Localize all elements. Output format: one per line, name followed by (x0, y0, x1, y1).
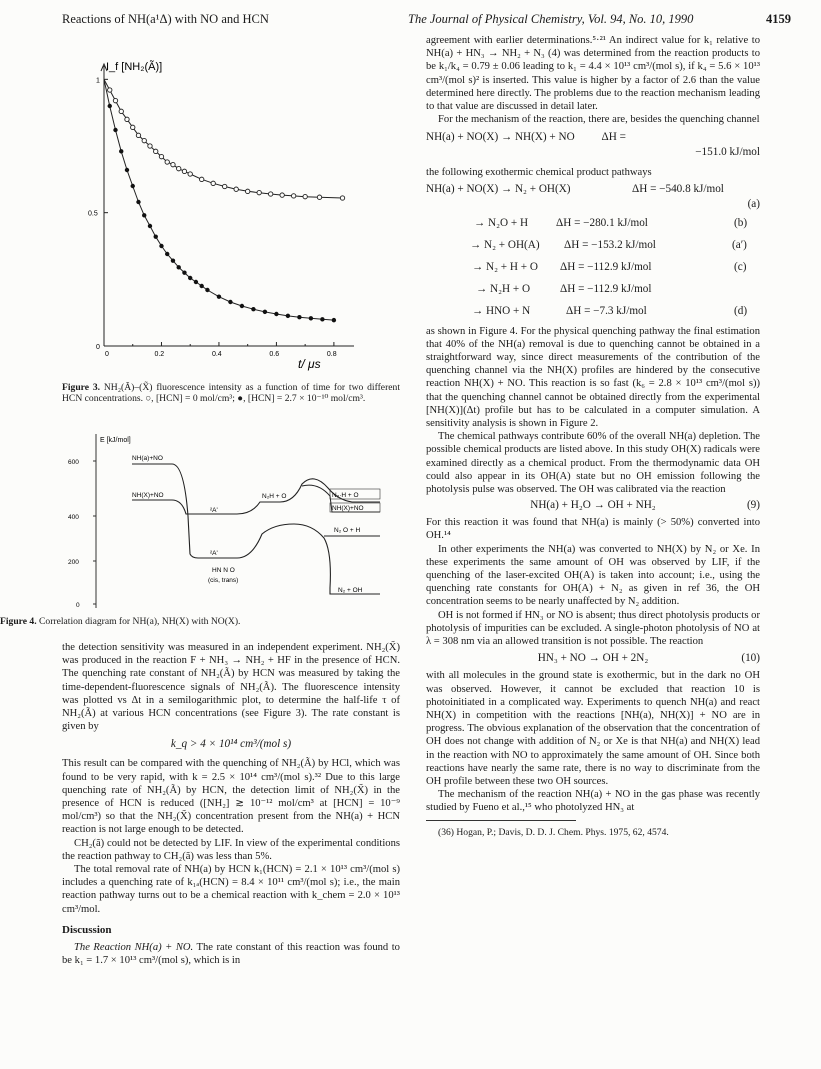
figure-3-caption-text: NH₂(Ã)–(X̃) fluorescence intensity as a function of time for two different HCN concentrations. ○, [HCN] = 0 mol/cm³; ●, [HCN] = 2.7 × 10⁻¹⁰ mol/cm³. (62, 382, 400, 405)
data-point-filled (171, 258, 175, 262)
figure-4-caption-label: Figure 4. (0, 616, 37, 627)
data-point-filled (228, 300, 232, 304)
data-point-open (125, 117, 129, 121)
data-point-open (148, 144, 152, 148)
data-point-filled (119, 149, 123, 153)
paragraph: the detection sensitivity was measured in an independent experiment. NH₂(X̃) was produced in the reaction F + NH₃ → NH₂ + HF in the presence of HCN. The quenching rate constant of NH₂(Ã) by HCN was measured by taking the time-dependent-fluorescence signals of NH₂(Ã). The fluorescence intensity was plotted vs Δt in a semilogarithmic plot, to determine the half-life τ of NH₂(Ã) at various HCN concentrations (see Figure 3). The rate constant is given by (62, 642, 400, 733)
level-hnno-isomers: (cis, trans) (208, 577, 239, 584)
data-point-open (234, 187, 238, 191)
paragraph: the following exothermic chemical product pathways (426, 167, 652, 179)
equation-10 (426, 651, 760, 666)
figure-4-tick-0: 0 (76, 602, 80, 609)
data-point-open (177, 166, 181, 170)
pathway-dh: ΔH = −7.3 kJ/mol (566, 304, 647, 317)
figure-4-tick-200: 200 (68, 559, 79, 566)
pathway-products: → N₂ + H + O (472, 260, 538, 273)
paragraph: For this reaction it was found that NH(a) is mainly (> 50%) converted into OH.¹⁴ (426, 517, 760, 542)
pathway-products: → HNO + N (472, 304, 531, 317)
x-tick-label: 0.8 (326, 351, 337, 358)
paragraph: This result can be compared with the quenching of NH₂(Ã) by HCl, which was found to be very rapid, with k = 2.5 × 10¹⁴ cm³/(mol s).³² Due to this large quenching rate of NH₂(Ã) by HCN, the detection limit of NH₂(X̃) in the presence of HCN is reduced ([NH₂] ≳ 10⁻¹² mol/cm³ at [HCN] = 10⁻⁹ mol/cm³) so that the NH₂(X̃) concentration present from the NH(a) + HCN reaction is not large enough to be detected. (62, 758, 400, 836)
equation-a-text: NH(a) + NO(X) → N₂ + OH(X) (426, 182, 571, 195)
data-point-open (188, 172, 192, 176)
figure-4-caption-text: Correlation diagram for NH(a), NH(X) with NO(X). (39, 616, 241, 627)
data-point-filled (263, 310, 267, 314)
data-point-filled (188, 276, 192, 280)
data-point-filled (177, 265, 181, 269)
data-point-filled (240, 304, 244, 308)
data-point-open (317, 195, 321, 199)
data-point-filled (136, 200, 140, 204)
left-column-body (62, 641, 400, 967)
data-point-filled (205, 288, 209, 292)
level-hnno: HN N O (212, 567, 235, 574)
x-tick-label: 0 (105, 351, 109, 358)
paragraph: OH is not formed if HN₃ or NO is absent; thus direct photolysis products or photolysis of impurities can be excluded. A single-photon photolysis of NO at λ = 308 nm via an allowed transition is not possible. The reaction (426, 609, 760, 648)
level-n2h-o: N₂H + O (262, 493, 287, 500)
data-point-filled (182, 270, 186, 274)
data-point-open (182, 169, 186, 173)
equation-quench (426, 130, 760, 145)
data-point-open (113, 98, 117, 102)
figure-3-chart (62, 50, 362, 380)
equation-quench-value: −151.0 kJ/mol (695, 146, 760, 159)
data-point-filled (217, 294, 221, 298)
paragraph (62, 941, 400, 967)
level-nh-x-no: NH(X)+NO (132, 492, 164, 499)
pathway-dh: ΔH = −280.1 kJ/mol (556, 216, 648, 229)
data-point-open (245, 189, 249, 193)
page-number: 4159 (766, 12, 791, 26)
data-point-filled (165, 252, 169, 256)
level-nh-a-no: NH(a)+NO (132, 455, 163, 462)
right-column-body (426, 34, 760, 839)
equation-a (426, 182, 760, 197)
y-tick-label: 1 (96, 77, 100, 85)
data-point-filled (125, 168, 129, 172)
equation-9-text: NH(a) + H₂O → OH + NH₂ (530, 499, 656, 512)
data-point-open (142, 138, 146, 142)
paragraph: as shown in Figure 4. For the physical quenching pathway the final estimation that 40% of the NH(a) removal is due to quenching cannot be obtained in a straightforward way, since direct measurements of the contribution of the quenching channel via the NH(X) profiles are hindered by the consecutive reaction NH(X) + NO. This reaction is so fast (k₆ = 2.8 × 10¹³ cm³/(mol s)) that the quenching channel cannot be obtained directly from the experimental [NH(X)](Δt) profile but has to be calculated in a computer simulation. A sensitivity analysis is shown in Figure 2. (426, 325, 760, 430)
data-point-filled (320, 317, 324, 321)
equation-10-tag: (10) (741, 652, 760, 665)
data-point-filled (148, 224, 152, 228)
pathway-products: → N₂O + H (474, 216, 529, 229)
data-point-open (280, 193, 284, 197)
journal-citation: The Journal of Physical Chemistry, Vol. 94, No. 10, 1990 (408, 12, 694, 26)
data-point-open (159, 154, 163, 158)
data-point-open (222, 184, 226, 188)
data-point-filled (113, 128, 117, 132)
level-n2h-o-box: N₂·H + O (332, 492, 359, 499)
figure-3-xlabel: t/ μs (298, 357, 321, 371)
level-nh-x-no-right: NH(X)+NO (332, 505, 364, 512)
paragraph: CH₂(ã) could not be detected by LIF. In view of the experimental conditions the reaction pathway to CH₂(ã) was less than 5%. (62, 837, 400, 862)
paragraph: In other experiments the NH(a) was converted to NH(X) by N₂ or Xe. In these experiments the same amount of OH was observed by LIF, if the quenching of the laser-excited OH(A) is taken into account; i.e., using the quenching rate constants for OH(A) + N₂ as given in ref 36, the OH concentration seems to be nearly unaffected by N₂ addition. (426, 543, 760, 608)
figure-4-caption (0, 616, 240, 627)
pathway-dh: ΔH = −112.9 kJ/mol (560, 282, 652, 295)
data-point-open (340, 196, 344, 200)
paragraph: The chemical pathways contribute 60% of the overall NH(a) depletion. The possible chemical products are listed above. In this study OH(X) radicals were examined directly as a chemical product. From the thermodynamic data OH could also appear in its OH(A) state but no OH emission following the photolysis pulse was observed. The OH was calibrated via the reaction (426, 431, 760, 496)
level-n2o-h: N₂ O + H (334, 527, 361, 534)
section-heading: Discussion (62, 923, 112, 936)
paragraph: The total removal rate of NH(a) by HCN k₁(HCN) = 2.1 × 10¹³ cm³/(mol s) includes a quenching rate of k₁ₐ(HCN) = 8.4 × 10¹¹ cm³/(mol s); i.e., the main reaction pathway turns out to be a chemical reaction with k_chem = 2.0 × 10¹³ cm³/mol. (62, 864, 400, 915)
equation-a-dh: ΔH = −540.8 kJ/mol (632, 182, 724, 195)
running-header-title: Reactions of NH(a¹Δ) with NO and HCN (62, 12, 269, 26)
paragraph: The mechanism of the reaction NH(a) + NO in the gas phase was recently studied by Fueno et al.,¹⁵ who photolyzed HN₃ at (426, 789, 760, 814)
paragraph: agreement with earlier determinations.⁵·²¹ An indirect value for k₁ relative to NH(a) + HN₃ → NH₂ + N₃ (4) was determined from the reaction products to be k₁/k₄ = 0.79 ± 0.06 leading to k₁ = 4.4 × 10¹³ cm³/(mol s), if k₄ = 5.6 × 10¹³ cm³/(mol s)² is inserted. This value is higher by a factor of 2.6 than the value determined here directly. The problems due to the reaction mechanism leading to that value are discussed in detail later. (426, 35, 760, 113)
data-point-filled (142, 213, 146, 217)
x-tick-label: 0.6 (269, 351, 280, 358)
data-point-open (165, 160, 169, 164)
figure-3-caption-label: Figure 3. (62, 382, 101, 393)
data-point-filled (194, 280, 198, 284)
equation-a-tag: (a) (747, 197, 760, 210)
data-point-open (171, 162, 175, 166)
data-point-open (136, 133, 140, 137)
data-point-open (303, 194, 307, 198)
figure-3-ylabel: I_f [NH₂(Ã)] (106, 61, 163, 73)
equation-kq: k_q > 4 × 10¹⁴ cm³/(mol s) (170, 738, 292, 751)
data-point-open (268, 192, 272, 196)
data-point-filled (286, 314, 290, 318)
data-point-open (154, 149, 158, 153)
triplet-surface-curve (132, 500, 237, 514)
data-point-filled (309, 316, 313, 320)
pathway-products: → N₂ + OH(A) (470, 238, 540, 251)
footnote: (36) Hogan, P.; Davis, D. D. J. Chem. Phys. 1975, 62, 4574. (438, 826, 669, 838)
figure-4-tick-600: 600 (68, 459, 79, 466)
equation-10-text: HN₃ + NO → OH + 2N₂ (537, 652, 649, 665)
paragraph-text: The rate constant of this reaction was found to be k₁ = 1.7 × 10¹³ cm³/(mol s), which is in (62, 942, 400, 967)
pathway-dh: ΔH = −112.9 kJ/mol (560, 260, 652, 273)
equation-9 (426, 498, 760, 513)
figure-4-diagram (62, 426, 392, 616)
data-point-filled (251, 307, 255, 311)
data-point-filled (274, 312, 278, 316)
pathway-tag: (a′) (732, 238, 747, 251)
figure-4-axis-label: E [kJ/mol] (100, 437, 131, 444)
pathway-products: → N₂H + O (476, 282, 531, 295)
y-tick-label: 0 (96, 344, 100, 351)
figure-3-caption (62, 382, 400, 405)
paragraph: For the mechanism of the reaction, there are, besides the quenching channel (438, 114, 760, 126)
pathway-tag: (d) (734, 304, 748, 317)
y-tick-label: 0.5 (88, 210, 98, 218)
level-2a-lower: ²A' (210, 550, 218, 557)
x-tick-label: 0.2 (154, 351, 165, 358)
data-point-open (211, 181, 215, 185)
pathway-list (426, 217, 760, 325)
figure-4-tick-400: 400 (68, 514, 79, 521)
pathway-tag: (c) (734, 260, 747, 273)
barrier-curve-2 (237, 524, 380, 594)
figure-3-marks (104, 79, 345, 322)
equation-quench-dh: ΔH = (601, 131, 626, 144)
data-point-open (200, 177, 204, 181)
data-point-filled (108, 104, 112, 108)
data-point-open (119, 109, 123, 113)
figure-3-axes (88, 64, 354, 358)
data-point-filled (297, 315, 301, 319)
level-2a-upper: ²A' (210, 507, 218, 514)
equation-9-tag: (9) (746, 499, 760, 512)
level-n2-oh: N₂ + OH (338, 587, 363, 594)
x-tick-label: 0.4 (211, 351, 222, 358)
series-curve-2 (104, 79, 334, 320)
data-point-filled (159, 244, 163, 248)
equation-quench-text: NH(a) + NO(X) → NH(X) + NO (426, 131, 575, 144)
series-curve-1 (104, 79, 343, 198)
pathway-dh: ΔH = −153.2 kJ/mol (564, 238, 656, 251)
pathway-tag: (b) (734, 216, 748, 229)
data-point-open (291, 194, 295, 198)
subsection-title: The Reaction NH(a) + NO. (74, 942, 194, 954)
data-point-filled (131, 184, 135, 188)
data-point-open (131, 125, 135, 129)
data-point-open (257, 190, 261, 194)
paragraph: with all molecules in the ground state is exothermic, but in the dark no OH was observed. However, it cannot be excluded that reaction 10 is photoinitiated in a complicated way. Experiments to quench NH(a) and react NH(X) in competition with the reactions [NH(a), NH(X)] + NO are in progress. The obvious explanation of the observation that the concentration of OH does not change with addition of N₂ or Xe is that NH(a) and NH(X) lead in the reaction with NO to approximately the same amount of OH. Since both reactions have nearly the same rate, there is no way to discriminate from the OH profile between these two OH sources. (426, 670, 760, 787)
data-point-filled (200, 284, 204, 288)
data-point-open (108, 88, 112, 92)
footnote-rule (426, 820, 576, 821)
data-point-filled (332, 318, 336, 322)
data-point-filled (154, 234, 158, 238)
